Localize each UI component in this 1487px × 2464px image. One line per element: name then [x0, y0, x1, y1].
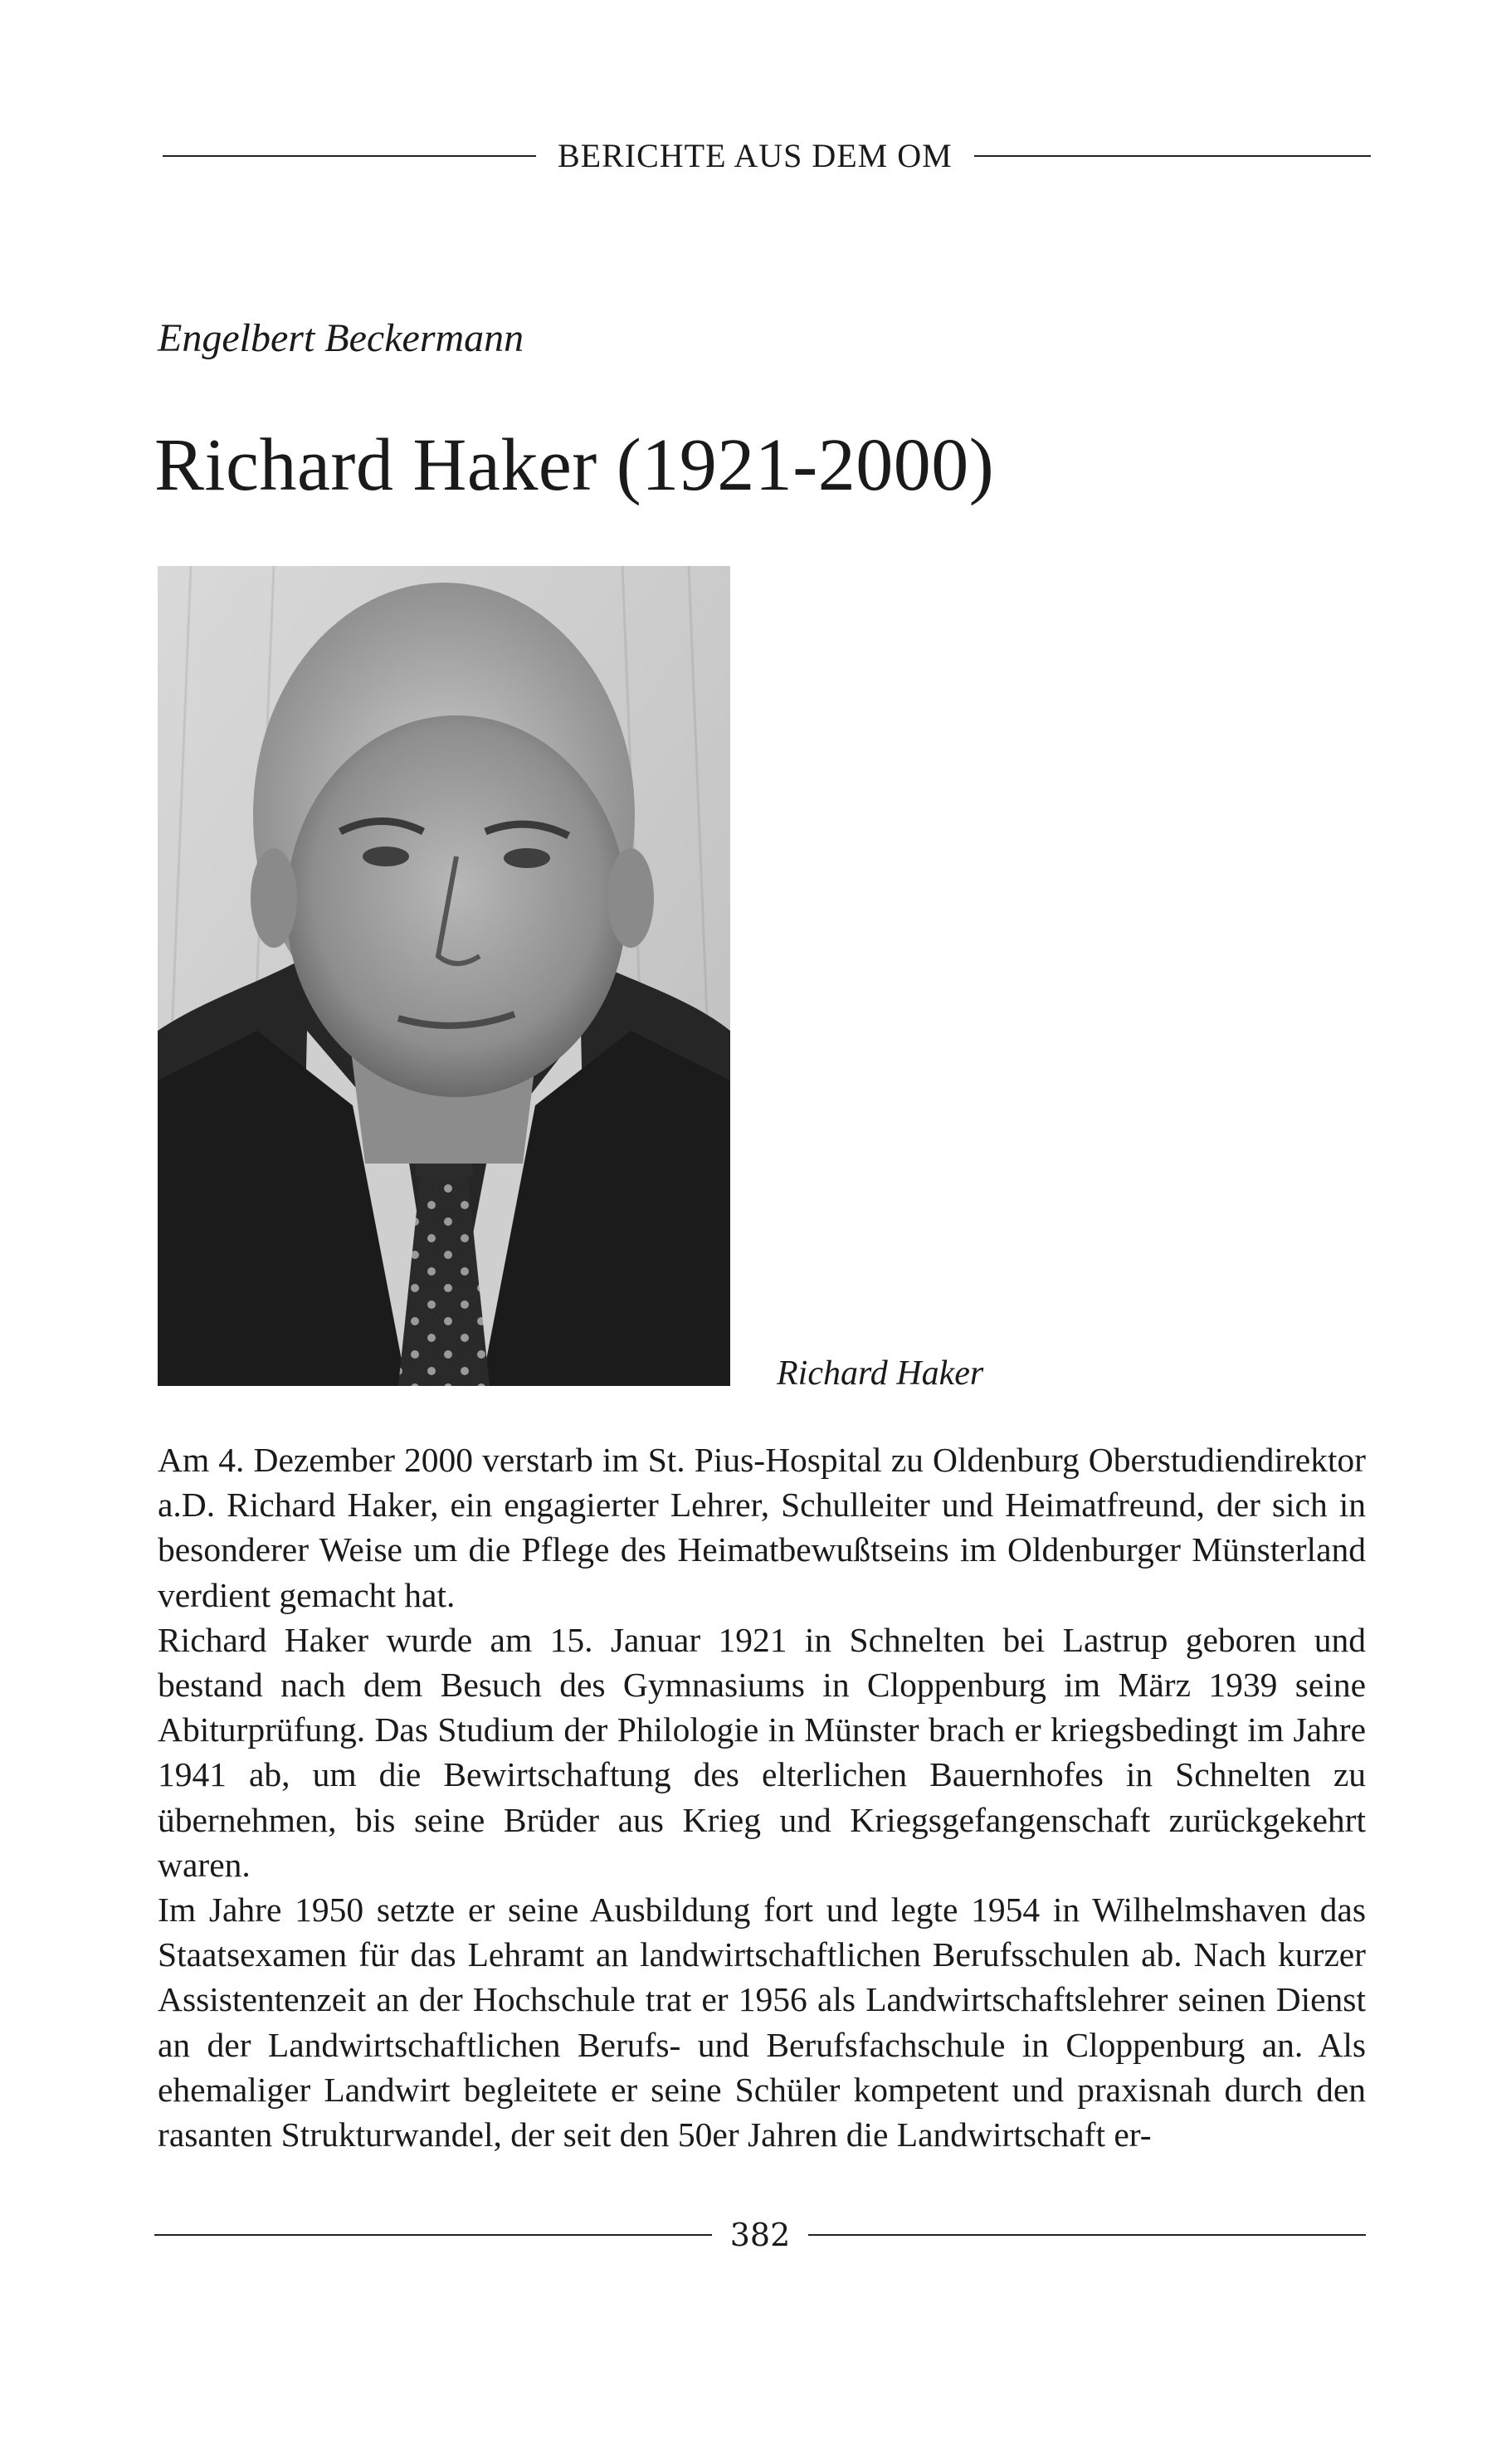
portrait-photo — [158, 566, 730, 1386]
article-title: Richard Haker (1921-2000) — [154, 424, 995, 506]
photo-caption: Richard Haker — [777, 1354, 984, 1393]
running-head-rule-right — [974, 155, 1371, 157]
footer-rule-right — [808, 2234, 1366, 2236]
running-head — [163, 139, 1371, 173]
running-head-label: BERICHTE AUS DEM OM — [558, 137, 953, 174]
paragraph: Am 4. Dezember 2000 verstarb im St. Pius-Hospital zu Oldenburg Oberstudiendirektor a.D. Richard Haker, ein engagierter Lehrer, Schulleiter und Heimatfreund, der sich in besonderer Weise um die Pflege des Heimatbewußtseins im Oldenburger Münsterland verdient gemacht hat. — [158, 1441, 1366, 1614]
paragraph: Im Jahre 1950 setzte er seine Ausbildung fort und legte 1954 in Wilhelmshaven das Staatsexamen für das Lehramt an landwirtschaftlichen Berufsschulen ab. Nach kurzer Assistentenzeit an der Hochschule trat er 1956 als Landwirtschaftslehrer seinen Dienst an der Landwirtschaftlichen Berufs- und Berufsfachschule in Cloppenburg an. Als ehemaliger Landwirt begleitete er seine Schüler kompetent und praxisnah durch den rasanten Strukturwandel, der seit den 50er Jahren die Landwirtschaft er- — [158, 1891, 1366, 2154]
footer-rule-left — [154, 2234, 712, 2236]
running-head-rule-left — [163, 155, 536, 157]
article-body — [158, 1437, 1366, 2157]
page-footer — [154, 2219, 1366, 2251]
author-name: Engelbert Beckermann — [158, 316, 524, 360]
page-number: 382 — [729, 2217, 791, 2253]
paragraph: Richard Haker wurde am 15. Januar 1921 in Schnelten bei Lastrup geboren und bestand nach dem Besuch des Gymnasiums in Cloppenburg im März 1939 seine Abiturprüfung. Das Studium der Philologie in Münster brach er kriegsbedingt im Jahre 1941 ab, um die Bewirtschaftung des elterlichen Bauernhofes in Schnelten zu übernehmen, bis seine Brüder aus Krieg und Kriegsgefangenschaft zurückgekehrt waren. — [158, 1620, 1366, 1884]
